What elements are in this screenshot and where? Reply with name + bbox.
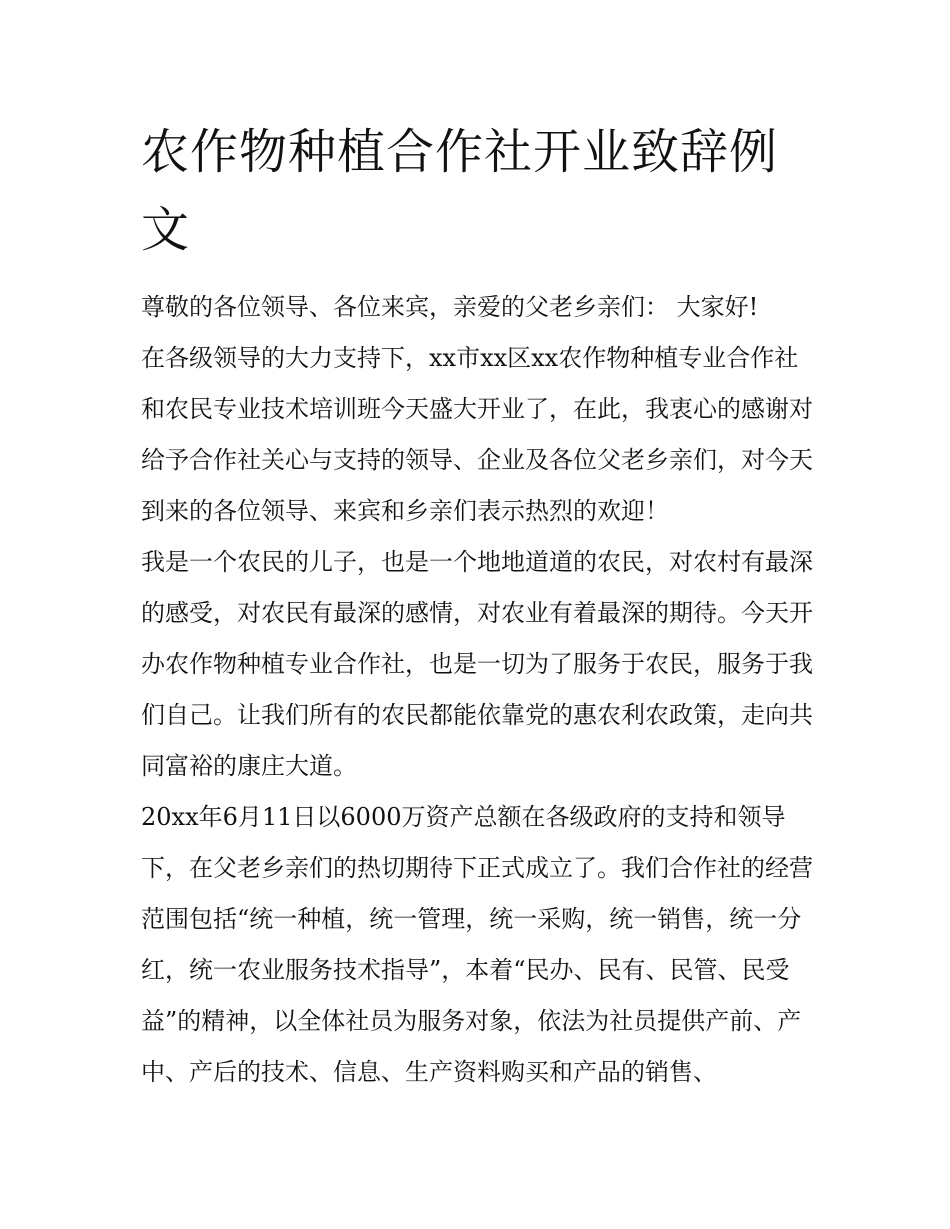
paragraph-personal-background: 我是一个农民的儿子，也是一个地地道道的农民，对农村有最深的感受，对农民有最深的感情，对农业有着最深的期待。今天开办农作物种植专业合作社，也是一切为了服务于农民，服务于我们自己。让我们所有的农民都能依靠党的惠农利农政策，走向共同富裕的康庄大道。	[141, 548, 813, 780]
paragraph-greeting: 尊敬的各位领导、各位来宾，亲爱的父老乡亲们： 大家好!	[141, 293, 759, 321]
paragraph-opening-thanks: 在各级领导的大力支持下，xx市xx区xx农作物种植专业合作社和农民专业技术培训班今天盛大开业了，在此，我衷心的感谢对给予合作社关心与支持的领导、企业及各位父老乡亲们，对今天到来的各位领导、来宾和乡亲们表示热烈的欢迎！	[141, 344, 813, 525]
paragraph-cooperative-scope: 20xx年6月11日以6000万资产总额在各级政府的支持和领导下，在父老乡亲们的热切期待下正式成立了。我们合作社的经营范围包括“统一种植，统一管理，统一采购，统一销售，统一分红，统一农业服务技术指导”，本着“民办、民有、民管、民受益”的精神，以全体社员为服务对象，依法为社员提供产前、产中、产后的技术、信息、生产资料购买和产品的销售、	[141, 803, 813, 1086]
document-title: 农作物种植合作社开业致辞例文	[141, 124, 779, 258]
document-content	[141, 113, 813, 1098]
document-body	[141, 282, 813, 1098]
